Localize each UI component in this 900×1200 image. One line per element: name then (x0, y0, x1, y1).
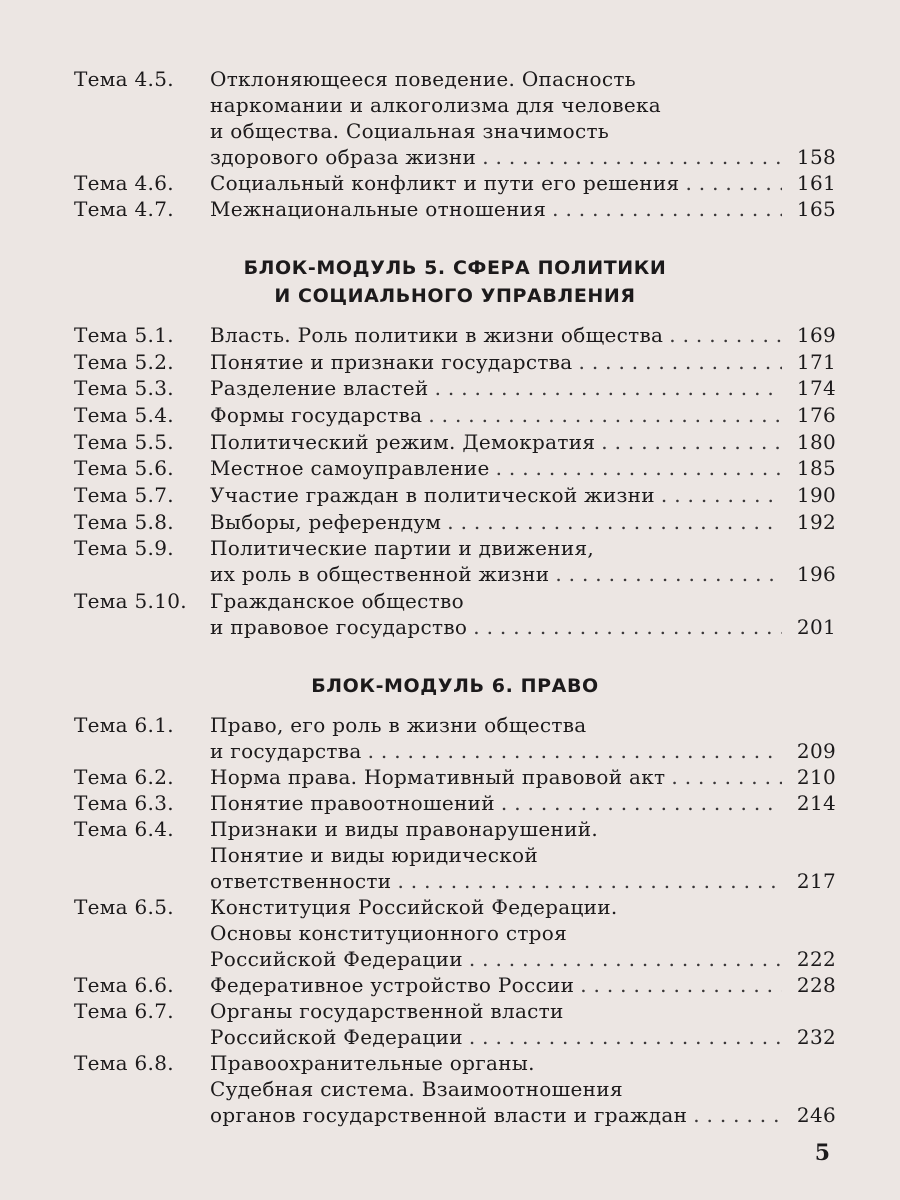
topic-title-line: Выборы, референдум (210, 509, 442, 534)
topic-title-line: Отклоняющееся поведение. Опасность (210, 67, 636, 91)
toc-block5 (74, 322, 836, 640)
topic-number: Тема 5.4. (74, 402, 174, 427)
dot-leader (476, 144, 782, 170)
topic-title-line: Местное самоуправление (210, 456, 490, 481)
toc-entry (74, 764, 836, 790)
page-ref: 201 (796, 614, 836, 639)
topic-title-line: Норма права. Нормативный правовой акт (210, 765, 666, 789)
dot-leader (573, 349, 783, 375)
topic-title-line: и государства (210, 739, 362, 763)
toc-entry (74, 375, 836, 401)
toc-entry (74, 1050, 836, 1128)
page-ref: 222 (796, 947, 836, 971)
toc-block4 (74, 66, 836, 222)
topic-title-line: Социальный конфликт и пути его решения (210, 171, 680, 195)
topic-number: Тема 5.7. (74, 482, 174, 507)
toc-entry (74, 509, 836, 535)
topic-title-line: наркомании и алкоголизма для человека (210, 93, 662, 117)
page-ref: 171 (796, 349, 836, 374)
dot-leader (595, 429, 782, 455)
dot-leader (549, 561, 782, 587)
topic-title-line: Органы государственной власти (210, 999, 564, 1023)
page-ref: 174 (796, 376, 836, 401)
topic-title-line: Российской Федерации (210, 947, 463, 971)
page-ref: 180 (796, 429, 836, 454)
topic-title-line: Понятие и признаки государства (210, 349, 573, 374)
toc-entry (74, 712, 836, 764)
dot-leader (441, 509, 782, 535)
dot-leader (574, 972, 782, 998)
section-title: И СОЦИАЛЬНОГО УПРАВЛЕНИЯ (274, 285, 636, 307)
topic-number: Тема 4.7. (74, 197, 174, 221)
toc-entry (74, 816, 836, 894)
topic-title-line: Гражданское общество (210, 588, 464, 613)
page-ref: 176 (796, 402, 836, 427)
topic-title-line: Разделение властей (210, 376, 429, 401)
toc-entry (74, 170, 836, 196)
toc-entry (74, 402, 836, 428)
toc-entry (74, 482, 836, 508)
page-ref: 169 (796, 323, 836, 347)
topic-title-line: Понятие правоотношений (210, 791, 495, 815)
topic-title-line: и общества. Социальная значимость (210, 119, 610, 143)
page-ref: 246 (796, 1103, 836, 1127)
section-title: БЛОК-МОДУЛЬ 6. ПРАВО (311, 675, 599, 697)
topic-number: Тема 6.1. (74, 713, 174, 737)
toc-entry (74, 972, 836, 998)
page-ref: 165 (796, 197, 836, 221)
page-ref: 161 (796, 171, 836, 195)
topic-title-line: Власть. Роль политики в жизни общества (210, 323, 664, 347)
topic-number: Тема 6.7. (74, 999, 174, 1023)
topic-title-line: Признаки и виды правонарушений. (210, 817, 599, 841)
topic-title-line: и правовое государство (210, 614, 468, 639)
dot-leader (546, 196, 782, 222)
page-ref: 217 (796, 869, 836, 893)
topic-title-line: Участие граждан в политической жизни (210, 482, 655, 507)
topic-title-line: Основы конституционного строя (210, 921, 568, 945)
topic-title-line: Политический режим. Демократия (210, 429, 596, 454)
section-title: БЛОК-МОДУЛЬ 5. СФЕРА ПОЛИТИКИ (243, 257, 667, 279)
topic-title-line: Понятие и виды юридической (210, 843, 539, 867)
dot-leader (679, 170, 782, 196)
topic-number: Тема 6.2. (74, 765, 174, 789)
topic-number: Тема 6.6. (74, 973, 174, 997)
section-heading-block6 (74, 672, 836, 700)
topic-title-line: Межнациональные отношения (210, 197, 547, 221)
topic-number: Тема 5.8. (74, 509, 174, 534)
page-ref: 228 (796, 973, 836, 997)
toc-entry (74, 894, 836, 972)
topic-number: Тема 5.9. (74, 536, 174, 561)
toc-entry (74, 66, 836, 170)
topic-number: Тема 5.10. (74, 588, 187, 613)
dot-leader (687, 1102, 782, 1128)
topic-title-line: их роль в общественной жизни (210, 562, 550, 587)
dot-leader (391, 868, 782, 894)
dot-leader (663, 322, 782, 348)
toc-block6 (74, 712, 836, 1128)
page-ref: 210 (796, 765, 836, 789)
topic-number: Тема 5.1. (74, 323, 174, 347)
toc-entry (74, 535, 836, 587)
topic-number: Тема 5.5. (74, 429, 174, 454)
topic-number: Тема 4.6. (74, 171, 174, 195)
page-ref: 196 (796, 562, 836, 587)
topic-number: Тема 5.2. (74, 349, 174, 374)
dot-leader (655, 482, 782, 508)
dot-leader (467, 614, 782, 640)
page-ref: 190 (796, 482, 836, 507)
page-ref: 192 (796, 509, 836, 534)
topic-title-line: Формы государства (210, 402, 423, 427)
dot-leader (665, 764, 782, 790)
topic-title-line: Право, его роль в жизни общества (210, 713, 587, 737)
dot-leader (422, 402, 782, 428)
topic-number: Тема 5.6. (74, 456, 174, 481)
topic-title-line: Федеративное устройство России (210, 973, 575, 997)
page-number: 5 (814, 1140, 830, 1166)
dot-leader (463, 946, 782, 972)
toc-entry (74, 322, 836, 348)
topic-title-line: ответственности (210, 869, 392, 893)
toc-entry (74, 429, 836, 455)
topic-title-line: Правоохранительные органы. (210, 1051, 535, 1075)
topic-number: Тема 6.8. (74, 1051, 174, 1075)
topic-title-line: Российской Федерации (210, 1025, 463, 1049)
topic-number: Тема 4.5. (74, 67, 174, 91)
page-ref: 214 (796, 791, 836, 815)
toc-entry (74, 588, 836, 640)
toc-entry (74, 455, 836, 481)
topic-title-line: Судебная система. Взаимоотношения (210, 1077, 623, 1101)
topic-number: Тема 6.4. (74, 817, 174, 841)
topic-title-line: органов государственной власти и граждан (210, 1103, 688, 1127)
page-ref: 232 (796, 1025, 836, 1049)
dot-leader (495, 790, 782, 816)
toc-entry (74, 790, 836, 816)
topic-title-line: Конституция Российской Федерации. (210, 895, 618, 919)
topic-number: Тема 6.5. (74, 895, 174, 919)
toc-entry (74, 196, 836, 222)
page-ref: 185 (796, 456, 836, 481)
dot-leader (463, 1024, 782, 1050)
page-ref: 209 (796, 739, 836, 763)
topic-title-line: здорового образа жизни (210, 145, 477, 169)
topic-title-line: Политические партии и движения, (210, 536, 595, 561)
dot-leader (362, 738, 782, 764)
dot-leader (429, 375, 782, 401)
topic-number: Тема 5.3. (74, 376, 174, 401)
page-ref: 158 (796, 145, 836, 169)
topic-number: Тема 6.3. (74, 791, 174, 815)
toc-entry (74, 349, 836, 375)
toc-entry (74, 998, 836, 1050)
section-heading-block5 (74, 254, 836, 310)
dot-leader (490, 455, 782, 481)
